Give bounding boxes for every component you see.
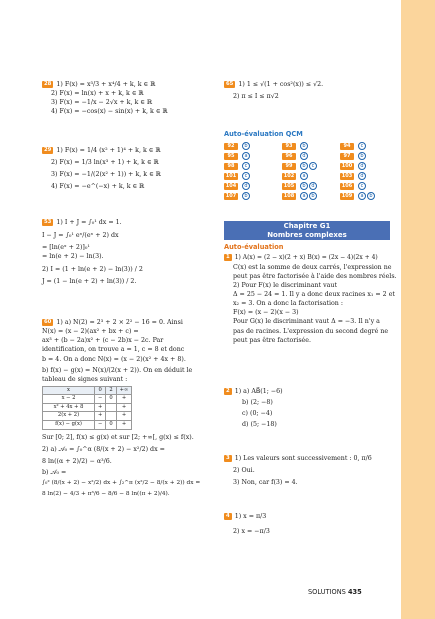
qcm-item [224, 182, 282, 190]
exercise-29 [42, 146, 212, 192]
exercise-number: 53 [44, 219, 52, 225]
qcm-item [340, 152, 390, 160]
qcm-number: 102 [283, 172, 295, 179]
ex53-line-1: 53 1) I + J = ∫₀¹ dx = 1. [44, 219, 122, 226]
table-cell: + [116, 412, 132, 421]
table-cell: f(x) − g(x) [43, 421, 95, 430]
qcm-item [340, 162, 390, 170]
table-row [43, 421, 132, 430]
qcm-answer-circle: a [242, 152, 250, 160]
ae2-line-1: 2 1) a) AB⃗(1; −6) [226, 388, 283, 395]
chapter-title: Chapitre G1 [283, 222, 331, 230]
table-cell: − [95, 395, 106, 404]
qcm-number: 96 [282, 153, 296, 160]
ae2-line-4: d) (5; −18) [242, 421, 277, 429]
table-cell: x² + 4x + 8 [43, 403, 95, 412]
autoeval-ex-3 [224, 454, 390, 487]
qcm-answer-circle: c [358, 142, 366, 150]
exercise-65 [224, 80, 390, 101]
qcm-number: 95 [224, 153, 238, 160]
exercise-number: 60 [44, 319, 52, 325]
qcm-answer-circle: b [242, 142, 250, 150]
qcm-item [282, 182, 340, 190]
exercise-number: 65 [226, 81, 234, 87]
qcm-answer-circle: b [300, 142, 308, 150]
qcm-item [340, 182, 390, 190]
table-cell: 0 [106, 395, 116, 404]
ae3-line-2: 2) Oui. [233, 467, 255, 475]
table-cell: 0 [95, 386, 106, 395]
ex53-line-5: 2) I = (1 + ln(e + 2) − ln(3)) / 2 [42, 265, 143, 273]
ae3-line-3: 3) Non, car f(3) = 4. [233, 479, 298, 487]
ae1-line-7: F(x) = (x − 2)(x − 3) [233, 309, 299, 317]
qcm-item [224, 142, 282, 150]
qcm-answer-circle: d [358, 172, 366, 180]
table-cell: + [116, 395, 132, 404]
exercise-60 [42, 318, 212, 499]
table-cell: x [43, 386, 95, 395]
ex28-line-3: 3) F(x) = −1/x − 2√x + k, k ∈ ℝ [51, 99, 153, 107]
ae4-line-1: 4 1) x = π/3 [226, 513, 267, 520]
qcm-number: 93 [282, 143, 296, 150]
autoeval-ex-4 [224, 512, 390, 536]
qcm-item [282, 162, 340, 170]
chapter-banner [224, 221, 390, 240]
ex60-after-4: b) 𝒜₀ = [42, 468, 67, 476]
qcm-answer-circle: b [300, 162, 308, 170]
exercise-number: 2 [226, 388, 230, 394]
qcm-number: 94 [340, 143, 354, 150]
exercise-number: 29 [44, 147, 52, 153]
qcm-answer-circle: a [300, 172, 308, 180]
ex60-after-2: 2) a) 𝒜₀ = ∫₀^α (8/(x + 2) − x²/2) dx = [42, 445, 165, 453]
ex53-line-4: = ln(e + 2) − ln(3). [42, 253, 104, 261]
qcm-answer-circle: d [300, 152, 308, 160]
ae4-line-2: 2) x = −π/3 [233, 528, 270, 536]
qcm-answer-circle: b [242, 192, 250, 200]
qcm-answer-circle: a [300, 192, 308, 200]
qcm-item [282, 192, 340, 200]
qcm-item [224, 172, 282, 180]
table-cell: 2 [106, 386, 116, 395]
ex60-line-7: tableau de signes suivant : [42, 375, 128, 383]
qcm-number: 109 [341, 192, 353, 199]
ex60-line-4: identification, on trouve a = 1, c = 8 et donc [42, 346, 185, 354]
ex53-line-3: = [ln(eˣ + 2)]₀¹ [42, 244, 90, 252]
qcm-number: 98 [224, 163, 238, 170]
table-cell: 0 [106, 421, 116, 430]
qcm-item [340, 142, 390, 150]
table-cell: 2(x + 2) [43, 412, 95, 421]
page-footer [308, 588, 362, 598]
qcm-item [340, 172, 390, 180]
qcm-number: 92 [224, 143, 238, 150]
ex60-after-1: Sur [0; 2], f(x) ≤ g(x) et sur [2; +∞[, g(x) ≤ f(x). [42, 433, 194, 441]
qcm-number: 103 [341, 172, 353, 179]
qcm-answer-circle: c [309, 162, 317, 170]
ae1-line-3: peut pas être factorisée à l'aide des nombres réels. [233, 272, 397, 280]
qcm-answer-circle: b [300, 182, 308, 190]
ae2-line-2: b) (2; −8) [242, 399, 273, 407]
ex60-after-5: ∫₀² (8/(x + 2) − x²/2) dx + ∫₂^π (x²/2 − 8/(x + 2)) dx = [42, 480, 201, 487]
ex60-line-5: b = 4. On a donc N(x) = (x − 2)(x² + 4x + 8). [42, 355, 186, 363]
ex65-line-2: 2) π ≤ I ≤ π√2 [233, 93, 279, 101]
ex29-line-3: 3) F(x) = −1/(2(x² + 1)) + k, k ∈ ℝ [51, 171, 161, 179]
table-cell: x − 2 [43, 395, 95, 404]
ex28-line-2: 2) F(x) = ln(x) + x + k, k ∈ ℝ [51, 90, 144, 98]
exercise-number: 3 [226, 455, 230, 461]
qcm-title: Auto-évaluation QCM [224, 130, 303, 138]
exercise-number: 4 [226, 513, 230, 519]
qcm-number: 104 [225, 182, 237, 189]
autoeval-ex-2 [224, 387, 390, 430]
qcm-answer-circle: d [358, 162, 366, 170]
table-row [43, 412, 132, 421]
qcm-answer-circle: d [309, 182, 317, 190]
exercise-number: 1 [226, 254, 230, 260]
qcm-number: 107 [225, 192, 237, 199]
ae1-line-5: Δ = 25 − 24 = 1. Il y a donc deux racines x₁ = 2 et [233, 291, 395, 299]
table-cell [106, 412, 116, 421]
qcm-answer-circle: c [242, 162, 250, 170]
ae3-line-1: 3 1) Les valeurs sont successivement : 0, π/6 [226, 455, 372, 462]
ae1-line-6: x₂ = 3. On a donc la factorisation : [233, 300, 343, 308]
qcm-item [282, 172, 340, 180]
ex29-line-1: 29 1) F(x) = 1/4 (x² + 1)⁴ + k, k ∈ ℝ [44, 147, 161, 154]
qcm-answer-circle: b [367, 192, 375, 200]
ex60-line-3: ax³ + (b − 2a)x² + (c − 2b)x − 2c. Par [42, 337, 164, 345]
qcm-answer-circle: d [242, 182, 250, 190]
qcm-number: 100 [341, 162, 353, 169]
qcm-answers [224, 142, 390, 200]
table-cell: + [116, 403, 132, 412]
ex60-line-6: b) f(x) − g(x) = N(x)/(2(x + 2)). On en déduit le [42, 366, 193, 374]
table-cell: + [95, 403, 106, 412]
table-row [43, 395, 132, 404]
autoeval-ex-1 [224, 254, 397, 345]
qcm-answer-circle: c [358, 182, 366, 190]
qcm-item [282, 142, 340, 150]
ex53-line-2: I − J = ∫₀¹ eˣ/(eˣ + 2) dx [42, 232, 119, 240]
side-stripe [401, 0, 435, 619]
page-number: 435 [347, 588, 362, 596]
ae2-line-3: c) (0; −4) [242, 410, 273, 418]
table-row [43, 403, 132, 412]
ex28-line-4: 4) F(x) = −cos(x) − sin(x) + k, k ∈ ℝ [51, 108, 168, 116]
table-cell: +∞ [116, 386, 132, 395]
ex28-line-1: 28 1) F(x) = x³/3 + x⁴/4 + k, k ∈ ℝ [44, 81, 156, 88]
table-cell: + [116, 421, 132, 430]
table-cell [106, 403, 116, 412]
ae1-line-1: 1 1) A(x) = (2 − x)(2 + x) B(x) = (2x − 4)(2x + 4) [226, 254, 378, 261]
autoeval-title: Auto-évaluation [224, 243, 284, 251]
qcm-answer-circle: b [358, 152, 366, 160]
sign-table [42, 386, 132, 430]
ex29-line-4: 4) F(x) = −e^(−x) + k, k ∈ ℝ [51, 183, 145, 191]
qcm-number: 101 [225, 172, 237, 179]
ae1-line-8: Pour G(x) le discriminant vaut Δ = −3. Il n'y a [233, 318, 380, 326]
qcm-item [224, 162, 282, 170]
qcm-item [282, 152, 340, 160]
ex60-line-2: N(x) = (x − 2)(ax² + bx + c) = [42, 328, 139, 336]
qcm-number: 99 [282, 163, 296, 170]
ex65-line-1: 65 1) 1 ≤ √(1 + cos²(x)) ≤ √2. [226, 81, 324, 88]
table-cell: − [95, 421, 106, 430]
exercise-number: 28 [44, 81, 52, 87]
qcm-item [224, 192, 282, 200]
ex29-line-2: 2) F(x) = 1/3 ln(x³ + 1) + k, k ∈ ℝ [51, 159, 159, 167]
ae1-line-4: 2) Pour F(x) le discriminant vaut [233, 281, 337, 289]
ex60-after-6: 8 ln(2) − 4/3 + π³/6 − 8/6 − 8 ln((π + 2)/4). [42, 491, 170, 498]
qcm-number: 105 [283, 182, 295, 189]
qcm-answer-circle: a [358, 192, 366, 200]
table-header-row [43, 386, 132, 395]
qcm-number: 108 [283, 192, 295, 199]
qcm-answer-circle: c [242, 172, 250, 180]
qcm-number: 97 [340, 153, 354, 160]
footer-label: SOLUTIONS [308, 588, 346, 596]
ex60-line-1: 60 1) a) N(2) = 2³ + 2 × 2² − 16 = 0. Ainsi [44, 319, 183, 326]
table-cell: + [95, 412, 106, 421]
ae1-line-9: pas de racines. L'expression du second degré ne [233, 327, 389, 335]
qcm-item [340, 192, 390, 200]
qcm-number: 106 [341, 182, 353, 189]
ae1-line-10: peut pas être factorisée. [233, 336, 312, 344]
ex53-line-6: J = (1 − ln(e + 2) + ln(3)) / 2. [42, 277, 137, 285]
qcm-answer-circle: b [309, 192, 317, 200]
ae1-line-2: C(x) est la somme de deux carrés, l'expression ne [233, 263, 392, 271]
chapter-subtitle: Nombres complexes [267, 230, 347, 239]
ex60-after-3: 8 ln((α + 2)/2) − α³/6. [42, 457, 112, 465]
qcm-item [224, 152, 282, 160]
exercise-53 [42, 218, 212, 286]
exercise-28 [42, 80, 212, 117]
